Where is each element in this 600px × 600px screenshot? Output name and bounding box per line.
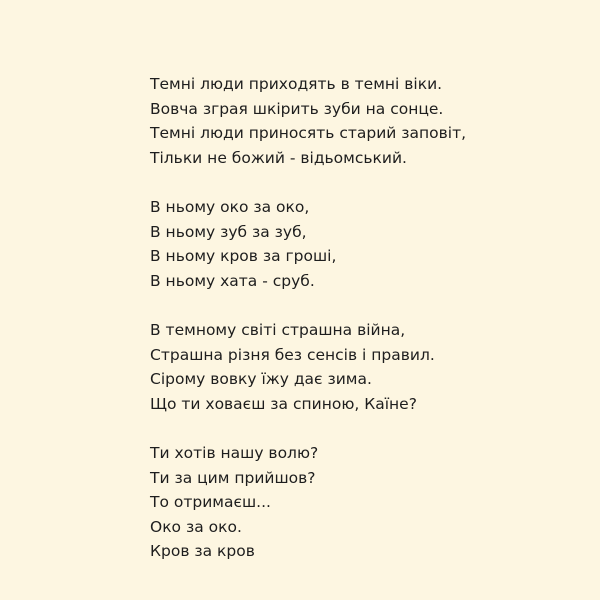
stanza-4: [150, 441, 570, 564]
poem-line: Тільки не божий - відьомський.: [150, 148, 407, 167]
poem-line: В ньому хата - сруб.: [150, 271, 315, 290]
poem-line: Сірому вовку їжу дає зима.: [150, 370, 372, 389]
poem-line: Страшна різня без сенсів і правил.: [150, 345, 435, 364]
stanza-2: [150, 195, 570, 293]
poem-line: В темному світі страшна війна,: [150, 320, 406, 339]
poem-line: Кров за кров: [150, 542, 255, 561]
poem-line: Ти за цим прийшов?: [150, 468, 316, 487]
poem-line: Око за око.: [150, 517, 242, 536]
stanza-3: [150, 318, 570, 416]
poem-line: Що ти ховаєш за спиною, Каїне?: [150, 394, 417, 413]
poem-line: То отримаєш...: [150, 493, 271, 512]
poem-line: В ньому око за око,: [150, 197, 310, 216]
poem-line: Темні люди приходять в темні віки.: [150, 75, 443, 93]
poem-text: [150, 72, 570, 564]
poem-line: Темні люди приносять старий заповіт,: [150, 124, 467, 143]
poem-line: Вовча зграя шкірить зуби на сонце.: [150, 99, 444, 118]
stanza-1: [150, 72, 570, 170]
poem-line: Ти хотів нашу волю?: [150, 443, 319, 462]
poem-line: В ньому кров за гроші,: [150, 247, 337, 266]
poem-line: В ньому зуб за зуб,: [150, 222, 307, 241]
